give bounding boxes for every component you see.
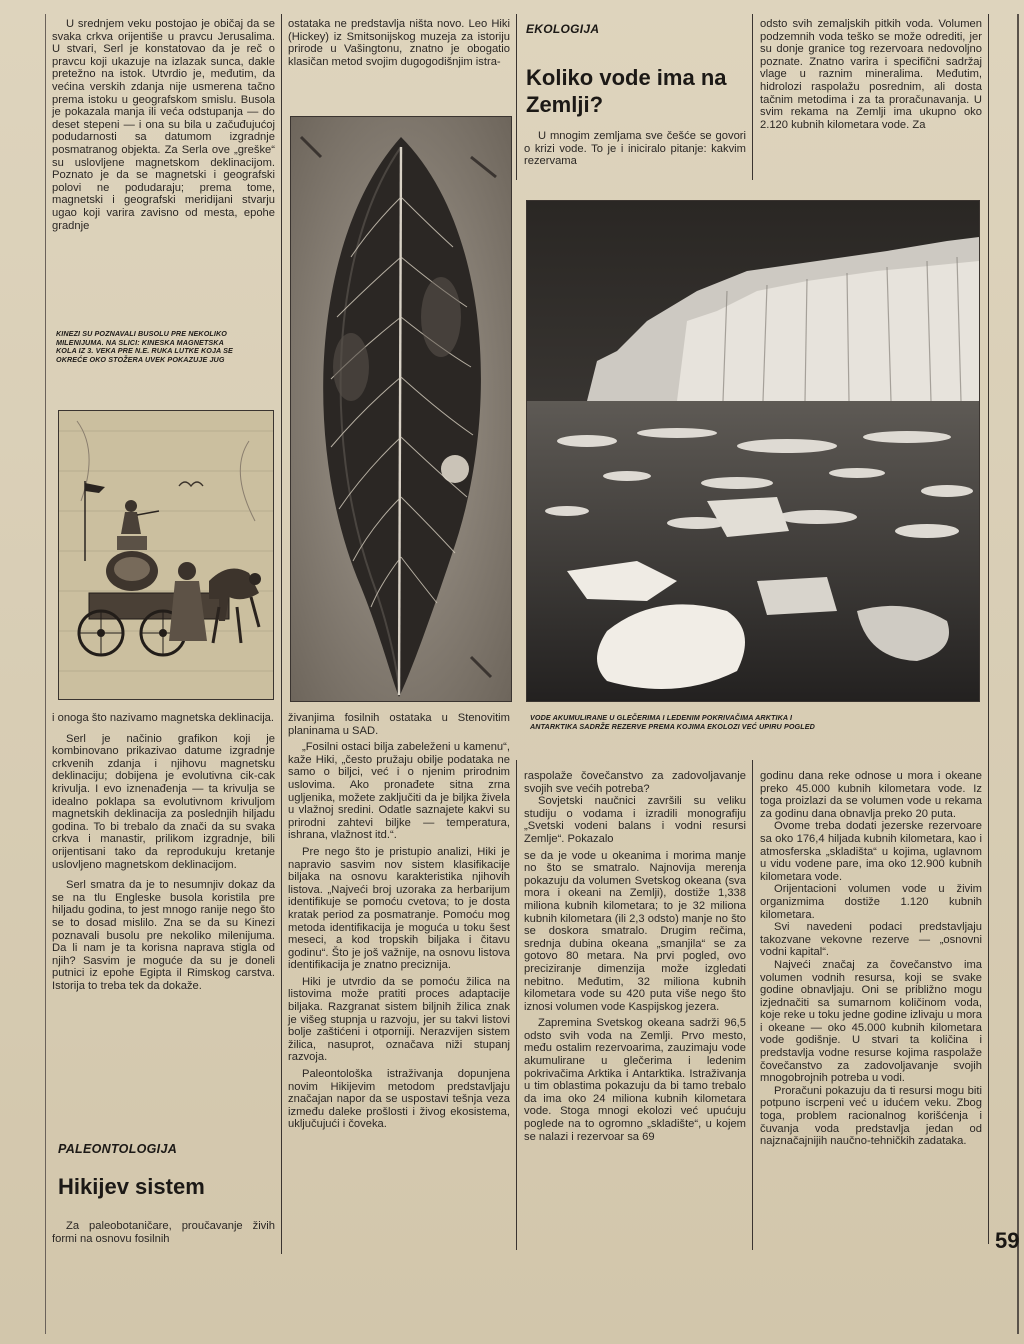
paragraph: Pre nego što je pristupio analizi, Hiki je napravio sasvim nov sistem klasifikacije biljaka na osnovu karakteristika njihovih listova. „Najveći broj uzoraka za herbarijum identifikuje se pomoću cvetova; to je dosta kratak period za posmatranje. Pomoću mog metoda identifikacija je moguća u toku šest meseci, a kod tropskih biljaka i čitavu godinu“. Što je još važnije, na osnovu listova identifikacija je znatno preciznija. [288,845,510,972]
paragraph: Najveći značaj za čovečanstvo ima volumen vodnih resursa, koji se svake godine obnavljaju. Oni se približno mogu izjednačiti sa sumarnom količinom voda, koje reke u toku jedne godine izlivaju u mora i okeane — oko 45.000 kubnih kilometara vode godišnje. U stvari ta količina i predstavlja vodne resurse kojima raspolaže čovečanstvo za zadovoljavanje svojih mnogobrojnih potreba u vodi. [760,958,982,1085]
article-column [524,770,746,1143]
glacier-photo [526,200,980,702]
article-column [52,1220,275,1245]
article-column [524,130,746,168]
paragraph: odsto svih zemaljskih pitkih voda. Volumen podzemnih voda teško se može odrediti, jer su donje granice tog rezervoara nedovoljno poznate. Znatno varira i specifični sadržaj vlage u raznim mineralima. Međutim, hidrolozi raspolažu posrednim, ali dosta tačnim metodima i za ta proračunavanja. U svim rekama na Zemlji ima ukupno oko 2.120 kubnih kilometara vode. Za [760,18,982,131]
paragraph: Za paleobotaničare, proučavanje živih formi na osnovu fosilnih [52,1220,275,1245]
paragraph: Orijentacioni volumen vode u živim organizmima dostiže 1.120 kubnih kilometara. [760,883,982,921]
column-rule [752,760,753,1250]
paragraph: Proračuni pokazuju da ti resursi mogu biti potpuno iscrpeni već u idućem veku. Zbog toga, problem racionalnog korišćenja i čuvanja voda predstavlja jedan od najznačajnijih naučno-tehničkih zadataka. [760,1084,982,1148]
article-column [288,712,510,1131]
article-column [288,18,510,68]
article-headline [526,64,727,118]
paragraph: i onoga što nazivamo magnetska deklinacija. [52,712,275,724]
column-rule [281,14,282,1254]
cart-drawing [59,411,273,699]
column-rule [516,760,517,1250]
paragraph: Sovjetski naučnici završili su veliku studiju o vodama i izradili monografiju „Svetski vodeni balans i vodni resursi Zemlje“. Pokazalo [524,795,746,845]
photo-caption: VODE AKUMULIRANE U GLEČERIMA I LEDENIM POKRIVAČIMA ARKTIKA I ANTARKTIKA SADRŽE REZERVE PREMA KOJIMA EKOLOZI VEĆ UPIRU POGLED [530,713,815,731]
article-column [760,770,982,1148]
fossil-leaf-photo [290,116,512,702]
paragraph: Hiki je utvrdio da se pomoću žilica na listovima može pratiti proces adaptacije biljaka. Razgranat sistem biljnih žilica znak je višeg stupnja u razvoju, jer su takvi listovi bolje zaštićeni i otporniji. Nerazvijen sistem žilica, nasuprot, označava niži stupanj razvoja. [288,975,510,1064]
column-rule [45,14,46,1334]
article-column [760,18,982,131]
compass-cart-illustration [58,410,274,700]
paragraph: U mnogim zemljama sve češće se govori o krizi vode. To je i iniciralo pitanje: kakvim rezervama [524,130,746,168]
paragraph: živanjima fosilnih ostataka u Stenovitim planinama u SAD. [288,712,510,737]
paragraph: se da je vode u okeanima i morima manje no što se smatralo. Najnovija merenja pokazuju da volumen Svetskog okeana (sva mora i okeani na Zemlji), dostiže 1,338 miliona kubnih kilometara; to je 32 miliona kubnih kilometara (ili 2,3 odsto) manje no što se doskora smatralo. Drugim rečima, srednja dubina okeana „smanjila“ se za gotovo 80 metara. Na prvi pogled, ovo preciziranje dimenzija može izgledati nebitno. Međutim, 32 miliona kubnih kilometara vode su 420 puta više nego što iznosi volumen vode Kaspijskog jezera. [524,849,746,1013]
leaf-drawing [291,117,511,701]
paragraph: raspolaže čovečanstvo za zadovoljavanje svojih sve većih potreba? [524,770,746,795]
headline-line: Zemlji? [526,92,604,117]
article-headline: Hikijev sistem [58,1174,205,1199]
section-kicker: EKOLOGIJA [526,22,600,36]
section-kicker: PALEONTOLOGIJA [58,1142,178,1156]
article-column [52,712,275,992]
photo-caption: KINEZI SU POZNAVALI BUSOLU PRE NEKOLIKO MILENIJUMA. NA SLICI: KINESKA MAGNETSKA KOLA IZ 3. VEKA PRE N.E. RUKA LUTKE KOJA SE OKREĆE OKO STOŽERA UVEK POKAZUJE JUG [56,329,233,364]
paragraph: Ovome treba dodati jezerske rezervoare sa oko 176,4 hiljada kubnih kilometara, kao i atmosferska „skladišta“ u kojima, uglavnom u vidu vodene pare, ima oko 12.900 kubnih kilometara vode. [760,820,982,883]
paragraph: U srednjem veku postojao je običaj da se svaka crkva orijentiše u pravcu Jerusalima. U stvari, Serl je konstatovao da je reč o pravcu koji ukazuje na izlazak sunca, dakle pretežno na istok. Utvrdio je, međutim, da većina verskih zdanja nije usmerena tačno prema istoku u geografskom smislu. Busola je pokazala manja ili veća odstupanja — do deset stepeni — i ona su bila u začuđujućoj podudarnosti sa datumom izgradnje posmatranog objekta. Za Serla ove „greške“ su uslovljene magnetskom deklinacijom. Poznato je da se magnetski i geografski polovi ne podudaraju; prema tome, magnetski i geografski meridijani stvarju ugao koji varira zavisno od mesta, epohe gradnje [52,18,275,232]
column-rule [988,14,989,1244]
page-number: 59 [995,1228,1020,1253]
paragraph: Paleontološka istraživanja dopunjena novim Hikijevim metodom predstavljaju značajan napor da se uspostavi tešnja veza između daleke prošlosti i živog ekosistema, uključujući i čoveka. [288,1068,510,1131]
paragraph: Serl smatra da je to nesumnjiv dokaz da se na tlu Engleske busola koristila pre hiljadu godina, to jest mnogo ranije nego što se to dosad mislilo. Zna se da su Kinezi poznavali busolu pre nekoliko milenijuma. Da li nam je ta korisna naprava stigla od njih? Sasvim je moguće da su je doneli putnici iz epohe Egipta il Rimskog carstva. Istorija to treba tek da dokaže. [52,879,275,992]
paragraph: Serl je načinio grafikon koji je kombinovano prikazivao datume izgradnje crkvenih zdanja i njihovu magnetsku deklinaciju; dobijena je evolutivna cik-cak krivulja. I evo iznenađenja — ta krivulja se idealno poklapa sa evolutivnom krivuljom magnetskih deklinacija za poslednjih hiljadu godina. To bi trebalo da znači da su svaka crkva i manastir, prilikom izgradnje, bili orijentisani tako da reprodukuju kretanje uslovljeno magnetskom deklinacijom. [52,732,275,871]
headline-line: Koliko vode ima na [526,65,727,90]
paragraph: Zapremina Svetskog okeana sadrži 96,5 odsto svih voda na Zemlji. Prvo mesto, među ostalim rezervoarima, zauzimaju vode akumulirane u glečerima i ledenim pokrivačima Arktika i Antarktika. Istraživanja u tim oblastima pokazuju da bi tamo trebalo da ima oko 24 miliona kubnih kilometara vode. Stoga mnogi ekolozi već upućuju poglede na to ogromno „skladište“, u kojem se nalazi i rezervoar sa 69 [524,1017,746,1143]
page-edge [1017,14,1019,1334]
glacier-drawing [527,201,979,701]
paragraph: ostataka ne predstavlja ništa novo. Leo Hiki (Hickey) iz Smitsonijskog muzeja za istoriju prirode u Vašingtonu, znatno je obogatio klasičan metod svojim dugogodišnjim istra- [288,18,510,68]
paragraph: godinu dana reke odnose u mora i okeane preko 45.000 kubnih kilometara vode. Iz toga proizlazi da se volumen vode u rekama za godinu dana obnavlja preko 20 puta. [760,770,982,820]
paragraph: „Fosilni ostaci bilja zabeleženi u kamenu“, kaže Hiki, „često pružaju obilje podataka ne samo o biljci, već i o njenim prirodnim uslovima. Ako pronađete sitna zrna ugljenika, možete zaključiti da je biljka živela u vlažnoj sredini. Odatle saznajete kakvi su prirodni zahtevi biljke — temperatura, ishrana, vlažnost itd.“. [288,741,510,842]
paragraph: Svi navedeni podaci predstavljaju takozvane vekovne rezerve — „osnovni vodni kapital“. [760,921,982,959]
article-column [52,18,275,232]
column-rule [752,14,753,180]
column-rule [516,14,517,180]
